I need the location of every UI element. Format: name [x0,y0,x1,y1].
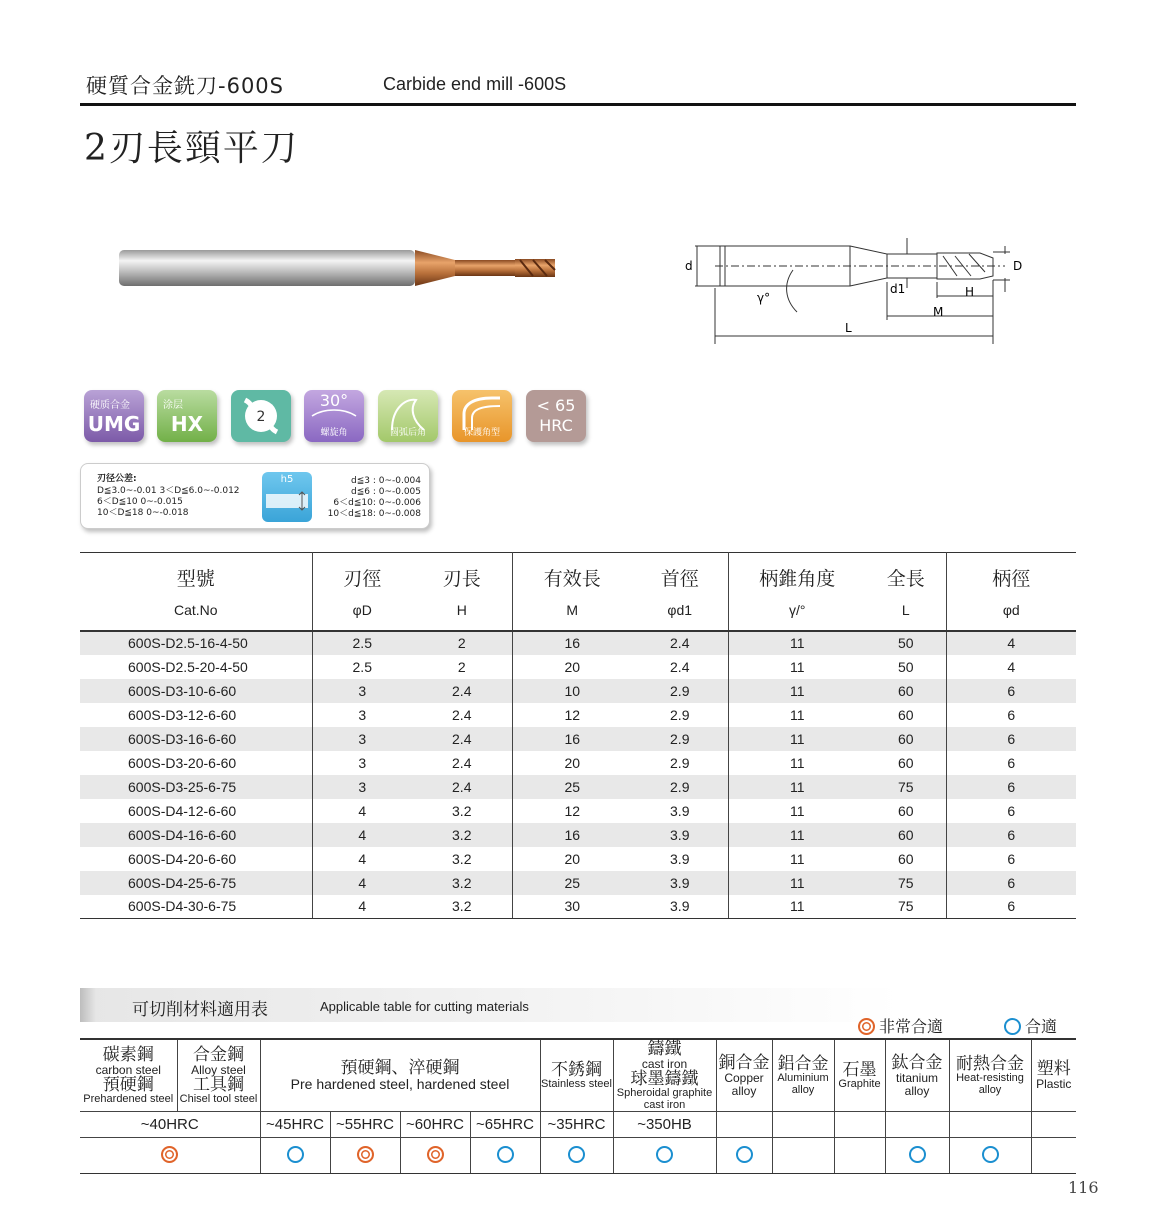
suitability-cell [613,1138,716,1174]
circle-icon [1004,1018,1021,1035]
circle-icon [909,1146,926,1163]
table-cell: 16 [512,727,632,751]
mat-en: Spheroidal graphite [616,1087,713,1100]
table-cell: 11 [728,895,866,919]
suitability-cell [470,1138,540,1174]
table-row [80,775,1076,799]
table-cell: 75 [866,895,946,919]
tolerance-title: 刃径公差: [97,474,137,484]
table-cell: 16 [512,823,632,847]
suitability-cell [949,1138,1031,1174]
badge-helix [304,390,364,442]
circle-icon [656,1146,673,1163]
suitability-cell [330,1138,400,1174]
mat-zh: 銅合金 [718,1053,770,1073]
cat-no-cell: 600S-D3-20-6-60 [80,751,312,775]
table-cell: 3.2 [412,823,512,847]
table-cell: 60 [866,727,946,751]
col-header-zh: 型號 [80,553,312,593]
table-cell: 6 [946,679,1076,703]
double-circle-icon [161,1146,178,1163]
circle-icon [287,1146,304,1163]
cat-no-cell: 600S-D4-25-6-75 [80,871,312,895]
tolerance-d-line: 6＜d≦10: 0~-0.006 [333,498,421,508]
mat-plastic [1031,1039,1076,1112]
legend-ok-label: 合適 [1025,1017,1058,1036]
suitability-cell [716,1138,772,1174]
col-header-sub: φD [312,593,412,631]
tolerance-d-line: d≦6 : 0~-0.005 [350,487,421,497]
cat-no-cell: 600S-D2.5-16-4-50 [80,631,312,655]
badge-helix-label: 螺旋角 [320,428,348,438]
col-header-sub: L [866,593,946,631]
table-cell: 50 [866,631,946,655]
col-header-zh: 柄徑 [946,553,1076,593]
table-cell: 6 [1007,850,1016,867]
table-cell: 3.9 [632,799,728,823]
mat-copper [716,1039,772,1112]
col-header-zh: 刃徑 [312,553,412,593]
label-L: L [845,321,852,335]
mat-en: Chisel tool steel [179,1093,258,1106]
circle-icon [982,1146,999,1163]
mat-en: alloy [791,1083,815,1096]
table-row [80,751,1076,775]
table-row [80,847,1076,871]
table-cell: 3.2 [412,871,512,895]
mat-en: Copper [724,1071,764,1086]
shank-icon [262,472,312,522]
mat-zh: 工具鋼 [193,1075,244,1095]
table-cell: 2 [412,655,512,679]
label-H: H [965,285,975,299]
col-header-zh: 有效長 [512,553,632,593]
table-cell: 6 [1007,802,1016,819]
hrc-cell: ~350HB [613,1112,716,1138]
hrc-cell: ~40HRC [80,1112,260,1138]
table-cell: 50 [866,655,946,679]
table-cell: 10 [512,679,632,703]
badge-helix-deg: 30° [319,391,349,410]
mat-zh: 石墨 [842,1059,877,1079]
col-header-zh: 首徑 [632,553,728,593]
mat-en: Heat-resisting [956,1072,1024,1085]
materials-table [80,1038,1076,1174]
table-row [80,799,1076,823]
table-cell: 4 [1007,658,1016,675]
table-cell: 2.4 [412,775,512,799]
circle-icon [568,1146,585,1163]
hrc-cell: ~65HRC [470,1112,540,1138]
table-cell: 30 [512,895,632,919]
badge-protect-label: 保護角型 [463,428,500,438]
mat-en: cast iron [643,1098,686,1111]
table-cell: 2.9 [632,679,728,703]
cat-no-cell: 600S-D4-20-6-60 [80,847,312,871]
table-cell: 11 [789,850,805,867]
mat-graphite [834,1039,885,1112]
table-cell: 60 [866,703,946,727]
table-cell: 2.4 [632,655,728,679]
table-cell: 11 [789,706,805,723]
table-cell: 2.4 [632,631,728,655]
badge-flutes [231,390,291,442]
table-cell: 2.9 [632,727,728,751]
table-cell: 12 [564,706,581,723]
table-cell: 6 [946,895,1076,919]
tolerance-d-line: 10＜d≦18: 0~-0.008 [327,509,421,519]
table-cell: 20 [564,754,581,771]
col-header-sub: M [512,593,632,631]
mat-en: Alloy steel [191,1062,246,1077]
label-d: d [685,259,693,273]
badge-umg-top: 硬质合金 [90,400,130,411]
table-cell: 2 [412,631,512,655]
table-cell: 3.2 [412,799,512,823]
cat-no-cell: 600S-D4-12-6-60 [80,799,312,823]
table-cell: 60 [866,799,946,823]
mat-en: titanium [895,1071,939,1086]
header-title-en: Carbide end mill -600S [383,74,567,94]
suitability-cell [80,1138,260,1174]
badge-arc-label: 圆弧后角 [389,428,426,438]
mat-zh: 鋁合金 [777,1054,829,1074]
table-cell: 60 [866,751,946,775]
tolerance-D-line: D≦3.0~-0.01 3＜D≦6.0~-0.012 [97,486,240,496]
badge-protect [452,390,512,442]
hrc-cell: ~35HRC [540,1112,613,1138]
table-cell: 4 [946,631,1076,655]
col-header-sub: Cat.No [80,593,312,631]
tolerance-D-line: 6＜D≦10 0~-0.015 [97,497,183,507]
legend-suitable [1004,1014,1057,1037]
table-cell: 11 [728,823,866,847]
mat-hardened [260,1039,540,1112]
spec-table-body [80,631,1076,919]
table-cell: 6 [946,871,1076,895]
cat-no-cell: 600S-D3-16-6-60 [80,727,312,751]
badge-hrc [526,390,586,442]
table-cell: 25 [512,871,632,895]
mat-alloy-tool [177,1039,260,1112]
end-mill-photo [115,246,565,290]
badge-hrc-bottom: HRC [539,416,573,435]
mat-en: Graphite [838,1077,881,1090]
table-cell: 20 [564,850,581,867]
double-circle-icon [427,1146,444,1163]
badge-hx-top: 涂层 [163,400,183,411]
table-cell: 3.9 [632,823,728,847]
suitability-row [80,1138,1076,1174]
mat-en: alloy [978,1083,1002,1096]
table-cell: 11 [728,631,866,655]
mat-en: alloy [904,1083,930,1098]
label-gamma: γ° [757,291,771,305]
table-cell: 3 [312,679,412,703]
table-row [80,703,1076,727]
table-cell: 60 [866,847,946,871]
flute-icon [231,390,291,442]
table-row [80,727,1076,751]
mat-carbon-prehard [80,1039,177,1112]
mat-en: Plastic [1036,1077,1072,1092]
mat-en: alloy [731,1083,757,1098]
tolerance-D-line: 10＜D≦18 0~-0.018 [97,508,189,518]
table-cell: 6 [946,727,1076,751]
table-cell: 2.4 [412,751,512,775]
table-cell: 4 [312,871,412,895]
table-cell: 11 [789,754,805,771]
h5-label: h5 [280,474,294,485]
badge-arc [378,390,438,442]
mat-heat-resisting [949,1039,1031,1112]
page-subtitle: 2刃長頸平刀 [84,128,299,169]
mat-castiron [613,1039,716,1112]
table-cell: 11 [789,802,805,819]
table-cell: 6 [946,823,1076,847]
table-cell: 3 [312,775,412,799]
cat-no-cell: 600S-D4-16-6-60 [80,823,312,847]
table-cell: 4 [312,823,412,847]
table-row [80,679,1076,703]
hrc-cell: ~60HRC [400,1112,470,1138]
cat-no-cell: 600S-D2.5-20-4-50 [80,655,312,679]
badge-hx [157,390,217,442]
table-cell: 3.2 [412,895,512,919]
mat-zh: 鈦合金 [891,1053,943,1073]
cat-no-cell: 600S-D3-12-6-60 [80,703,312,727]
legend-very-suitable [858,1014,943,1037]
mat-en: Stainless steel [541,1077,612,1090]
mat-en: Pre hardened steel, hardened steel [290,1076,510,1093]
table-row [80,871,1076,895]
table-cell: 11 [728,775,866,799]
badge-hrc-top: < 65 [536,396,576,415]
table-cell: 11 [789,658,805,675]
circle-icon [736,1146,753,1163]
table-cell: 2.5 [352,658,372,675]
mat-en: cast iron [641,1056,688,1071]
col-header-zh: 全長 [866,553,946,593]
suitability-cell [772,1138,834,1174]
mat-en: carbon steel [95,1062,161,1077]
badge-umg-big: UMG [87,412,141,436]
hrc-cell: ~55HRC [330,1112,400,1138]
label-M: M [933,305,944,319]
table-row [80,631,1076,655]
mat-zh: 耐熱合金 [956,1054,1024,1074]
mat-zh: 鑄鐵 [647,1039,682,1058]
col-header-sub: H [412,593,512,631]
table-cell: 3 [358,706,367,723]
legend-very-label: 非常合適 [879,1017,944,1036]
mat-zh: 球墨鑄鐵 [630,1069,699,1089]
col-header-zh: 刃長 [412,553,512,593]
table-cell: 20 [564,658,581,675]
mat-en: Prehardened steel [83,1093,174,1106]
table-cell: 11 [728,679,866,703]
table-row [80,655,1076,679]
tolerance-d-line: d≦3 : 0~-0.004 [350,476,421,486]
mat-en: Aluminium [777,1072,829,1085]
tolerance-D [97,474,240,519]
table-cell: 3.9 [632,871,728,895]
mat-zh: 預硬鋼 [102,1075,154,1095]
hrc-cell: ~45HRC [260,1112,330,1138]
spec-table [80,552,1076,919]
label-d1: d1 [890,282,906,296]
page-number: 116 [1068,1178,1099,1197]
header-title-zh: 硬質合金銑刀-600S [86,74,284,98]
table-cell: 60 [866,823,946,847]
mat-zh: 預硬鋼、淬硬鋼 [340,1058,460,1078]
suitability-cell [400,1138,470,1174]
tolerance-d [321,476,421,520]
suitability-cell [834,1138,885,1174]
table-cell: 2.9 [632,775,728,799]
col-header-zh: 柄錐角度 [728,553,866,593]
table-cell: 3 [358,754,367,771]
col-header-sub: φd [946,593,1076,631]
mat-zh: 碳素鋼 [102,1044,154,1064]
cat-no-cell: 600S-D3-25-6-75 [80,775,312,799]
mat-stainless [540,1039,613,1112]
cat-no-cell: 600S-D4-30-6-75 [80,895,312,919]
table-cell: 11 [728,727,866,751]
table-cell: 3.2 [412,847,512,871]
table-cell: 2.4 [412,727,512,751]
table-cell: 75 [866,775,946,799]
mat-zh: 合金鋼 [193,1044,244,1064]
suitability-cell [885,1138,949,1174]
page-header [80,68,1076,106]
table-cell: 16 [512,631,632,655]
table-row [80,895,1076,919]
end-mill-drawing [675,232,1045,352]
table-cell: 2.4 [412,679,512,703]
table-cell: 12 [564,802,581,819]
table-cell: 2.9 [632,751,728,775]
table-cell: 2.9 [632,703,728,727]
table-cell: 60 [866,679,946,703]
materials-title-zh: 可切削材料適用表 [132,1000,268,1020]
table-cell: 2.4 [412,703,512,727]
mat-zh: 塑料 [1036,1059,1071,1079]
cat-no-cell: 600S-D3-10-6-60 [80,679,312,703]
table-cell: 4 [358,802,367,819]
badge-umg [84,390,144,442]
table-cell: 6 [1007,706,1016,723]
badge-flutes-num: 2 [256,409,266,425]
suitability-cell [1031,1138,1076,1174]
table-cell: 4 [358,850,367,867]
mat-titanium [885,1039,949,1112]
col-header-sub: φd1 [632,593,728,631]
suitability-cell [260,1138,330,1174]
h5-badge [262,472,312,522]
table-cell: 75 [866,871,946,895]
table-cell: 11 [728,871,866,895]
label-D: D [1013,259,1023,273]
table-cell: 6 [946,775,1076,799]
double-circle-icon [357,1146,374,1163]
table-cell: 3.9 [632,847,728,871]
tolerance-box [80,463,430,529]
table-cell: 6 [1007,754,1016,771]
materials-title-en: Applicable table for cutting materials [320,999,529,1014]
suitability-cell [540,1138,613,1174]
mat-zh: 不銹鋼 [551,1059,602,1079]
table-cell: 3 [312,727,412,751]
table-row [80,823,1076,847]
badge-hx-big: HX [170,412,204,436]
circle-icon [497,1146,514,1163]
mat-aluminium [772,1039,834,1112]
table-cell: 2.5 [312,631,412,655]
col-header-sub: γ/° [728,593,866,631]
table-cell: 25 [512,775,632,799]
table-cell: 4 [312,895,412,919]
table-cell: 3.9 [632,895,728,919]
double-circle-icon [858,1018,875,1035]
